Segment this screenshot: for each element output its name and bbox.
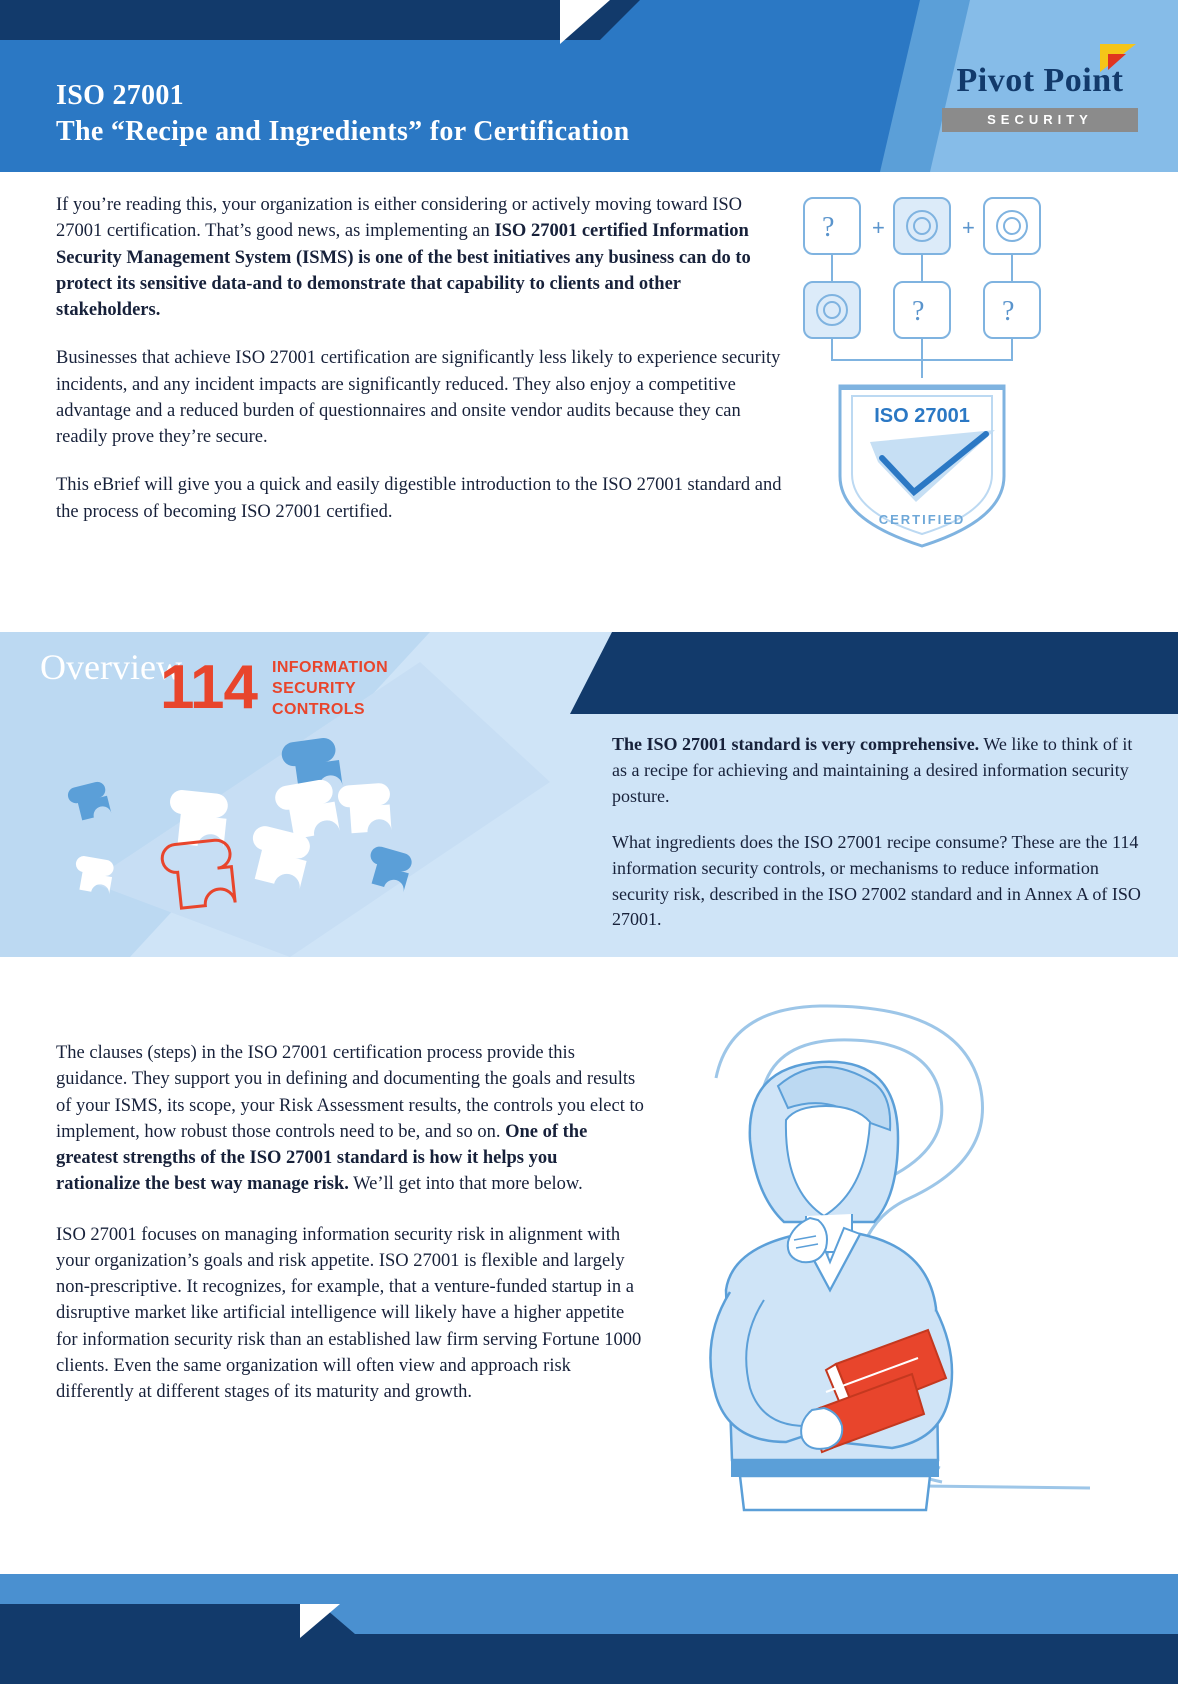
logo-wordmark: Pivot Point (956, 62, 1124, 99)
lower-p1-bold: One of the greatest strengths of the ISO 27001 standard is how it helps you rationalize the best way manage risk. (56, 1121, 588, 1195)
lower-paragraph-1 (56, 1040, 646, 1198)
lower-p1-part2: We’ll get into that more below. (348, 1174, 583, 1195)
overview-paragraph-2: What ingredients does the ISO 27001 recipe consume? These are the 114 information security controls, or mechanisms to reduce information security risk, described in the ISO 27002 standard and in Annex A of ISO 27001. (612, 831, 1141, 930)
overview-heading-bar (570, 632, 1190, 714)
puzzle-pieces-graphic (60, 722, 480, 922)
intro-paragraph-1 (56, 192, 786, 323)
puzzle-blue-3 (363, 844, 414, 892)
title-line-2: The “Recipe and Ingredients” for Certification (56, 116, 630, 148)
title-line-1: ISO 27001 (56, 80, 184, 111)
overview-p1-rest: We like to think of it as a recipe for achieving and maintaining a desired information security posture. (612, 734, 1133, 806)
overview-paragraph-1 (612, 732, 1142, 810)
intro-p1-normal: If you’re reading this, your organization is either considering or actively moving toward ISO 27001 certification. That’s good news, as implementing an (56, 195, 743, 242)
header-banner (0, 0, 1190, 172)
puzzle-white-4 (337, 782, 392, 834)
person-thinking-illustration (660, 990, 1100, 1570)
question-mark-icon-2: ? (912, 296, 925, 327)
page-title (56, 78, 630, 151)
lower-text-block (56, 1040, 646, 1429)
pivot-point-security-logo (930, 46, 1150, 146)
controls-stat (160, 652, 460, 732)
overview-heading: Overview (40, 647, 182, 687)
lower-p1-part1: The clauses (steps) in the ISO 27001 certification process provide this guidance. They support you in defining and documenting the goals and results of your ISMS, its scope, your Risk Assessment results, the controls you elect to implement, how robust those controls need to be, and so on. (56, 1043, 644, 1142)
page-right-margin (1178, 0, 1190, 1684)
person-figure (710, 1062, 952, 1510)
intro-paragraph-2: Businesses that achieve ISO 27001 certification are significantly less likely to experience security incidents, and any incident impacts are significantly reduced. They also enjoy a competitive advantage and a reduced burden of questionnaires and onsite vendor audits because they can readily prove they’re secure. (56, 348, 781, 448)
illustration-svg (660, 990, 1100, 1570)
puzzle-svg (60, 722, 480, 922)
puzzle-white-5 (72, 855, 115, 895)
footer-banner (0, 1574, 1190, 1684)
controls-label (272, 658, 388, 720)
overview-section (0, 632, 1190, 957)
lower-paragraph-2: ISO 27001 focuses on managing information security risk in alignment with your organization’s goals and risk appetite. ISO 27001 is flexible and largely non-prescriptive. It recognizes, for example, that a venture-funded startup in a disruptive market like artificial intelligence will likely have a higher appetite for information security risk than an established law firm serving Fortune 1000 clients. Even the same organization will often view and approach risk differently at different stages of its maturity and growth. (56, 1224, 642, 1403)
controls-label-line-3: CONTROLS (272, 700, 365, 718)
question-mark-icon-3: ? (1002, 296, 1015, 327)
puzzle-piece-group (66, 736, 414, 909)
overview-text-block (612, 732, 1142, 953)
graphic-svg (800, 190, 1060, 550)
intro-p1-bold: ISO 27001 certified Information Security Management System (ISMS) is one of the best initiatives any business can do to protect its sensitive data-and to demonstrate that capability to clients and other stakeholders. (56, 221, 751, 321)
shield-title: ISO 27001 (874, 405, 970, 427)
controls-count: 114 (160, 653, 258, 722)
iso-certification-graphic (800, 190, 1060, 550)
plus-sign-2: + (962, 215, 975, 240)
question-mark-icon-1: ? (822, 212, 835, 243)
intro-paragraph-3: This eBrief will give you a quick and easily digestible introduction to the ISO 27001 standard and the process of becoming ISO 27001 certified. (56, 475, 782, 522)
controls-label-line-1: INFORMATION (272, 659, 389, 676)
controls-label-line-2: SECURITY (272, 679, 357, 697)
intro-text-block (56, 192, 786, 547)
puzzle-blue-2 (66, 780, 111, 822)
logo-tagline: SECURITY (942, 108, 1138, 132)
overview-p1-bold: The ISO 27001 standard is very comprehensive. (612, 734, 980, 754)
plus-sign-1: + (872, 215, 885, 240)
shield-subtitle: CERTIFIED (878, 512, 966, 527)
puzzle-red-outline (161, 839, 235, 910)
certification-shield-icon (840, 386, 1004, 546)
